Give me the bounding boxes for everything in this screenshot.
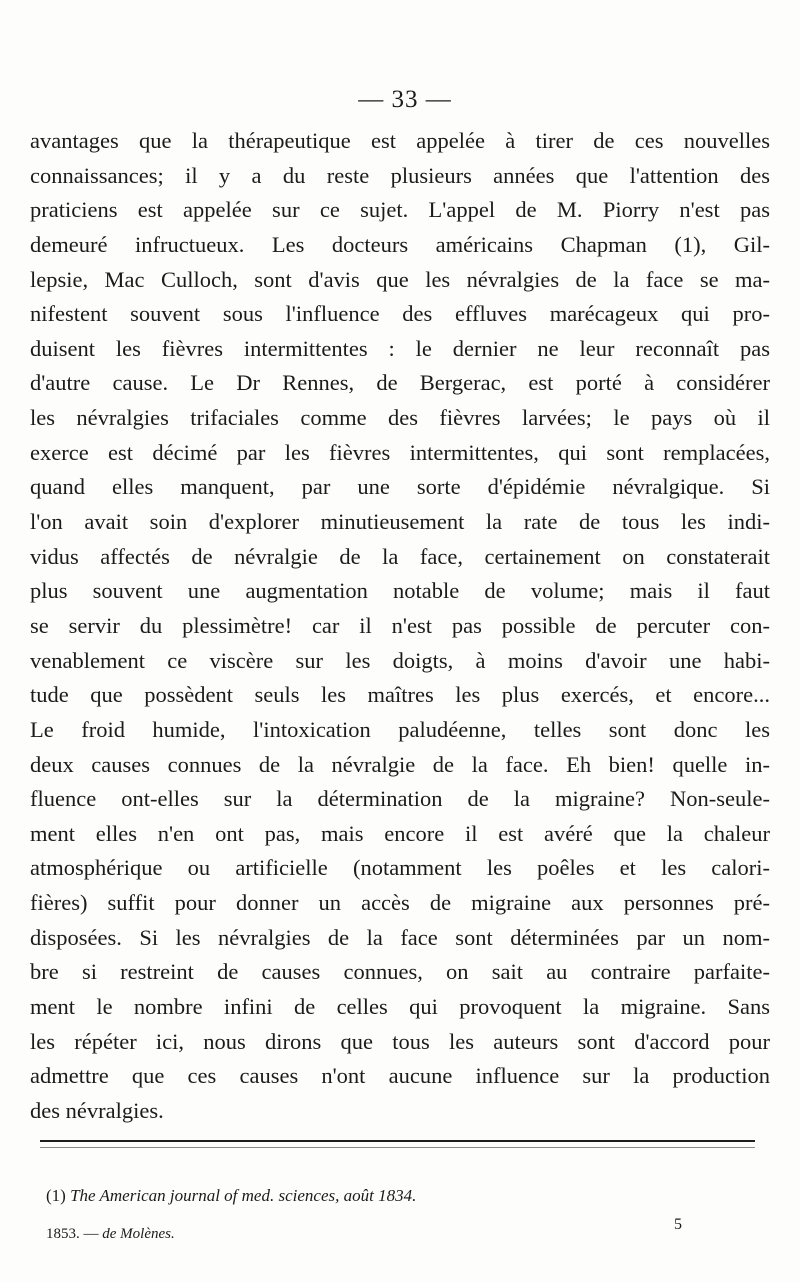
text-line: deux causes connues de la névralgie de la face. Eh bien! quelle in-	[30, 751, 770, 777]
text-line: atmosphérique ou artificielle (notamment les poêles et les calori-	[30, 855, 770, 881]
footnote	[46, 1186, 416, 1206]
text-line: disposées. Si les névralgies de la face sont déterminées par un nom-	[30, 924, 770, 950]
text-line: fières) suffit pour donner un accès de migraine aux personnes pré-	[30, 890, 770, 916]
sheet-number: 5	[674, 1216, 682, 1233]
text-line: fluence ont-elles sur la détermination de la migraine? Non-seule-	[30, 786, 770, 812]
text-line: nifestent souvent sous l'influence des effluves marécageux qui pro-	[30, 301, 770, 327]
text-line: ment le nombre infini de celles qui provoquent la migraine. Sans	[30, 994, 770, 1020]
text-line: ment elles n'en ont pas, mais encore il est avéré que la chaleur	[30, 820, 770, 846]
text-line: vidus affectés de névralgie de la face, certainement on constaterait	[30, 543, 770, 569]
text-line: praticiens est appelée sur ce sujet. L'appel de M. Piorry n'est pas	[30, 197, 770, 223]
text-line: des névralgies.	[30, 1097, 164, 1123]
signature-year: 1853. —	[46, 1226, 99, 1242]
text-line: d'autre cause. Le Dr Rennes, de Bergerac, est porté à considérer	[30, 370, 770, 396]
text-line: les répéter ici, nous dirons que tous les auteurs sont d'accord pour	[30, 1028, 770, 1054]
text-line: duisent les fièvres intermittentes : le dernier ne leur reconnaît pas	[30, 335, 770, 361]
text-line: avantages que la thérapeutique est appelée à tirer de ces nouvelles	[30, 128, 770, 153]
text-line: exerce est décimé par les fièvres intermittentes, qui sont remplacées,	[30, 439, 770, 465]
text-line: se servir du plessimètre! car il n'est pas possible de percuter con-	[30, 612, 770, 638]
footnote-rule-thin	[40, 1147, 755, 1148]
text-line: tude que possèdent seuls les maîtres les plus exercés, et encore...	[30, 682, 770, 708]
body-text	[30, 124, 770, 1129]
signature-line	[46, 1226, 175, 1243]
text-line: lepsie, Mac Culloch, sont d'avis que les névralgies de la face se ma-	[30, 266, 770, 292]
text-line: l'on avait soin d'explorer minutieusement la rate de tous les indi-	[30, 509, 770, 535]
text-line: demeuré infructueux. Les docteurs américains Chapman (1), Gil-	[30, 231, 770, 257]
text-line: les névralgies trifaciales comme des fièvres larvées; le pays où il	[30, 405, 770, 431]
text-line: Le froid humide, l'intoxication paludéenne, telles sont donc les	[30, 716, 770, 742]
text-line: plus souvent une augmentation notable de volume; mais il faut	[30, 578, 770, 604]
footnote-marker: (1)	[46, 1186, 66, 1205]
footnote-rule	[40, 1140, 755, 1142]
footnote-text: The American journal of med. sciences, août 1834.	[70, 1186, 417, 1205]
text-line: admettre que ces causes n'ont aucune influence sur la production	[30, 1063, 770, 1089]
text-line: venablement ce viscère sur les doigts, à moins d'avoir une habi-	[30, 647, 770, 673]
text-line: connaissances; il y a du reste plusieurs années que l'attention des	[30, 162, 770, 188]
text-line: quand elles manquent, par une sorte d'épidémie névralgique. Si	[30, 474, 770, 500]
page-number: — 33 —	[358, 86, 452, 113]
signature-author: de Molènes.	[102, 1226, 175, 1242]
text-line: bre si restreint de causes connues, on sait au contraire parfaite-	[30, 959, 770, 985]
